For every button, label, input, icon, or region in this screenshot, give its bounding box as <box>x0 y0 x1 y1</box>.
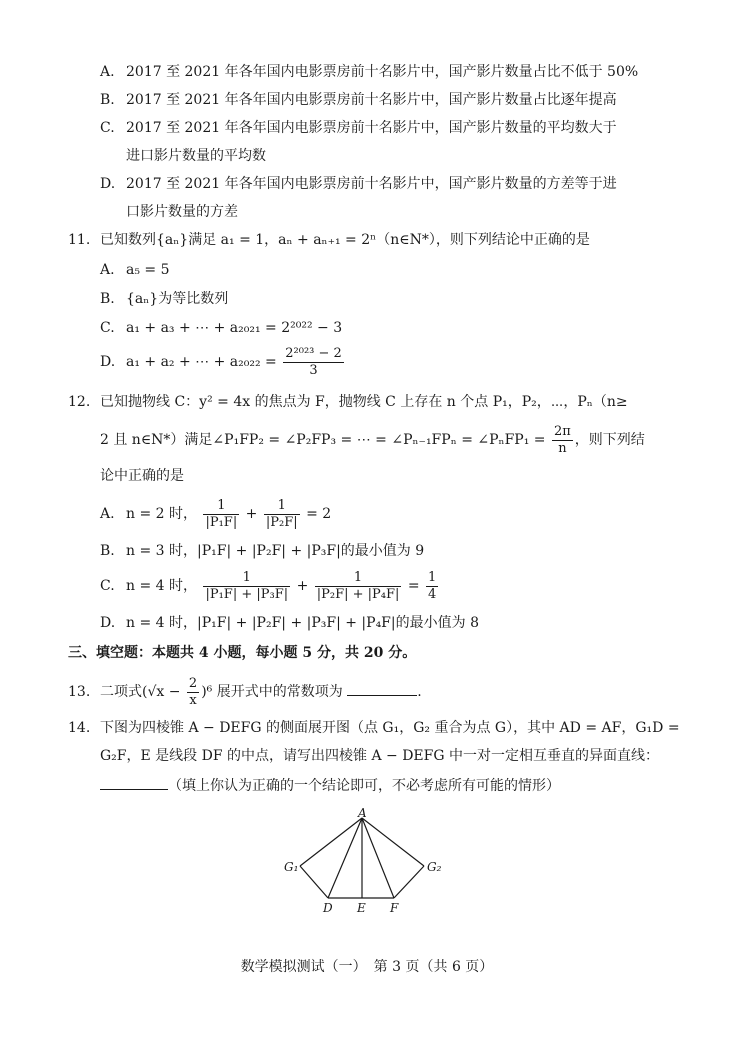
q12-option-d <box>100 613 479 633</box>
fraction <box>283 346 344 379</box>
fraction <box>315 570 402 603</box>
fraction-numerator: 2²⁰²³ − 2 <box>285 345 342 361</box>
option-text: 2017 至 2021 年各年国内电影票房前十名影片中，国产影片数量占比逐年提高 <box>126 92 617 108</box>
question-text: )⁶ 展开式中的常数项为 <box>201 684 343 700</box>
option-text: 口影片数量的方差 <box>126 204 238 220</box>
fraction <box>552 424 573 457</box>
fraction <box>426 570 438 603</box>
q13 <box>68 674 422 710</box>
fraction-numerator: 1 <box>315 570 402 587</box>
fraction-numerator: 1 <box>203 570 290 587</box>
q14-line3 <box>100 775 560 796</box>
edge-g2-f <box>394 866 424 898</box>
plus-sign: + <box>245 506 258 522</box>
q11-option-b <box>100 289 228 309</box>
question-text: 论中正确的是 <box>100 468 184 484</box>
unfolded-pyramid-figure <box>270 808 450 918</box>
fraction <box>203 498 239 531</box>
fraction-denominator: 4 <box>428 586 437 602</box>
option-letter: C. <box>100 578 115 594</box>
q10-option-a <box>100 62 638 82</box>
option-letter: B. <box>100 291 115 307</box>
option-text: a₁ + a₃ + ⋯ + a₂₀₂₁ = 2²⁰²² − 3 <box>126 320 343 336</box>
page-footer: 数学模拟测试（一） 第 3 页（共 6 页） <box>240 959 494 975</box>
fraction-denominator: |P₂F| <box>265 514 298 530</box>
q12-option-c <box>100 568 440 604</box>
fraction-denominator: 3 <box>309 362 318 378</box>
plus-sign: + <box>296 578 309 594</box>
option-letter: D. <box>100 176 116 192</box>
q10-option-d <box>100 174 617 194</box>
option-letter: A. <box>100 64 115 80</box>
q14-line2 <box>100 746 659 766</box>
label-d: D <box>323 901 333 915</box>
edge-a-d <box>328 818 362 898</box>
q12-option-b <box>100 541 424 561</box>
option-letter: B. <box>100 92 115 108</box>
label-f: F <box>390 901 399 915</box>
answer-blank[interactable] <box>100 775 168 790</box>
fraction <box>264 498 300 531</box>
question-number: 12. <box>68 394 91 410</box>
fraction-denominator: n <box>558 440 567 456</box>
fraction-numerator: 2π <box>553 423 571 439</box>
q11-option-a <box>100 260 170 280</box>
q12-option-a <box>100 496 331 532</box>
fraction-denominator: |P₁F| + |P₃F| <box>205 586 289 602</box>
label-g1: G₁ <box>284 860 299 874</box>
q11-stem <box>68 230 590 250</box>
q10-option-c-cont <box>100 146 266 166</box>
option-letter: C. <box>100 320 115 336</box>
question-number: 14. <box>68 720 91 736</box>
option-text: {aₙ}为等比数列 <box>126 291 229 307</box>
option-text: n = 4 时，|P₁F| + |P₂F| + |P₃F| + |P₄F|的最小值为 8 <box>126 615 479 631</box>
label-a: A <box>358 808 367 820</box>
option-text: = 2 <box>306 506 332 522</box>
question-text: 已知数列{aₙ}满足 a₁ = 1，aₙ + aₙ₊₁ = 2ⁿ（n∈N*），则下列结论中正确的是 <box>100 232 590 248</box>
fraction <box>187 676 199 709</box>
q12-stem-line3 <box>100 466 184 486</box>
equals-sign: = <box>407 578 420 594</box>
edge-a-g1 <box>300 818 362 866</box>
fraction-numerator: 1 <box>264 498 300 515</box>
q11-option-d <box>100 344 346 380</box>
option-letter: B. <box>100 543 115 559</box>
option-text: n = 3 时，|P₁F| + |P₂F| + |P₃F|的最小值为 9 <box>126 543 425 559</box>
fraction <box>203 570 290 603</box>
option-text: 2017 至 2021 年各年国内电影票房前十名影片中，国产影片数量占比不低于 50% <box>126 64 639 80</box>
edge-g1-d <box>300 866 328 898</box>
label-e: E <box>357 901 366 915</box>
fraction-numerator: 1 <box>428 569 437 585</box>
fraction-numerator: 1 <box>203 498 239 515</box>
option-text: 进口影片数量的平均数 <box>126 148 266 164</box>
question-text: （填上你认为正确的一个结论即可，不必考虑所有可能的情形） <box>168 778 560 794</box>
question-text: 二项式(√x − <box>100 684 181 700</box>
label-g2: G₂ <box>427 860 442 874</box>
option-text: n = 2 时， <box>126 506 198 522</box>
option-text: n = 4 时， <box>126 578 198 594</box>
q10-option-c <box>100 118 617 138</box>
question-text: G₂F，E 是线段 DF 的中点，请写出四棱锥 A − DEFG 中一对一定相互垂直的异面直线： <box>100 748 660 764</box>
question-text: 已知抛物线 C：y² = 4x 的焦点为 F，抛物线 C 上存在 n 个点 P₁，P₂，⋯，Pₙ（n≥ <box>100 394 628 410</box>
option-text: 2017 至 2021 年各年国内电影票房前十名影片中，国产影片数量的方差等于进 <box>126 176 617 192</box>
option-letter: D. <box>100 354 116 370</box>
option-letter: A. <box>100 262 115 278</box>
option-text: a₅ = 5 <box>126 262 170 278</box>
answer-blank[interactable] <box>347 681 417 696</box>
question-text: 下图为四棱锥 A − DEFG 的侧面展开图（点 G₁，G₂ 重合为点 G），其中 AD = AF，G₁D = <box>100 720 680 736</box>
q10-option-b <box>100 90 617 110</box>
question-text: ，则下列结 <box>574 432 645 448</box>
q10-option-d-cont <box>100 202 238 222</box>
option-text: 2017 至 2021 年各年国内电影票房前十名影片中，国产影片数量的平均数大于 <box>126 120 617 136</box>
option-text: a₁ + a₂ + ⋯ + a₂₀₂₂ = <box>126 354 277 370</box>
section-heading: 三、填空题：本题共 4 小题，每小题 5 分，共 20 分。 <box>68 645 417 661</box>
fraction-denominator: |P₁F| <box>205 514 238 530</box>
q12-stem-line1 <box>68 392 628 412</box>
question-number: 11. <box>68 232 91 248</box>
question-text: 2 且 n∈N*）满足∠P₁FP₂ = ∠P₂FP₃ = ⋯ = ∠Pₙ₋₁FPₙ = ∠PₙFP₁ = <box>100 432 546 448</box>
punctuation: . <box>417 684 422 700</box>
fraction-denominator: x <box>189 692 197 708</box>
question-number: 13. <box>68 684 91 700</box>
option-letter: C. <box>100 120 115 136</box>
q11-option-c <box>100 318 342 338</box>
fraction-numerator: 2 <box>188 675 198 691</box>
q14-line1 <box>68 718 680 738</box>
option-letter: A. <box>100 506 115 522</box>
q12-stem-line2 <box>100 422 645 458</box>
option-letter: D. <box>100 615 116 631</box>
fraction-denominator: |P₂F| + |P₄F| <box>316 586 400 602</box>
